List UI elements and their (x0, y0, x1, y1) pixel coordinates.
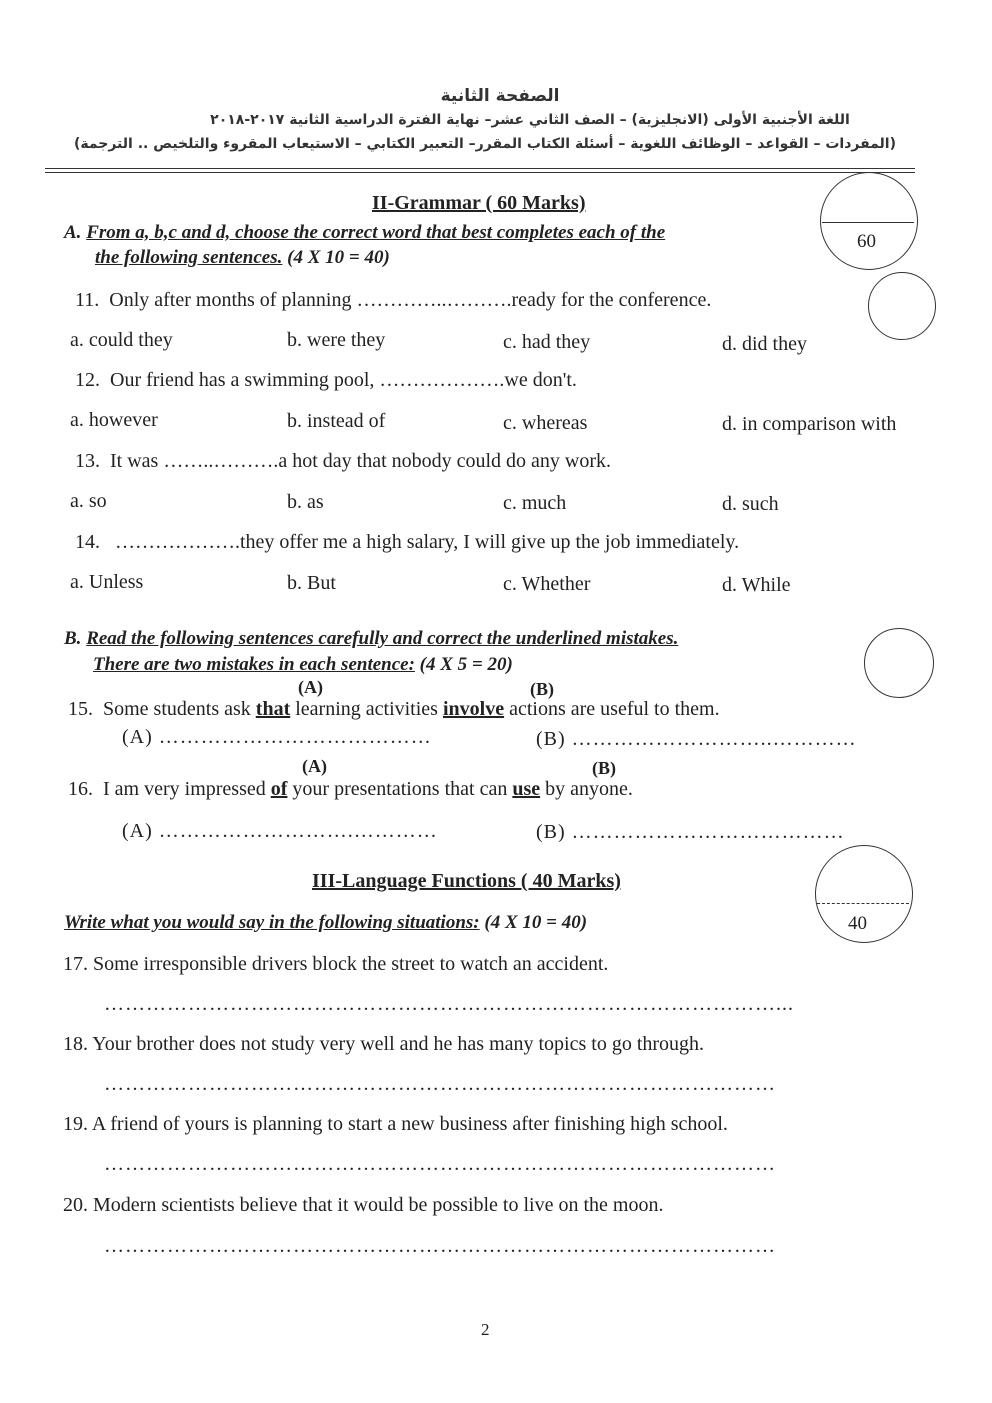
question-text: It was ……..……….a hot day that nobody could do any work. (110, 450, 612, 472)
q16-answer-b[interactable]: (B) ………………………………… (536, 821, 845, 843)
underlined-mistake-a: of (270, 778, 288, 800)
functions-instruction-text: Write what you would say in the following situations: (64, 912, 480, 933)
question-13 (75, 450, 611, 473)
q12-option-b[interactable]: b. instead of (287, 410, 386, 432)
page-title-arabic: الصفحة الثانية (440, 86, 560, 106)
q14-option-a[interactable]: a. Unless (70, 571, 144, 593)
q16-label-b: (B) (592, 758, 616, 778)
grammar-section-title: II-Grammar ( 60 Marks) (372, 192, 586, 214)
q11-option-b[interactable]: b. were they (287, 329, 386, 351)
q15-label-b: (B) (530, 679, 554, 699)
partB-marks: (4 X 5 = 20) (419, 654, 513, 675)
sentence-part: by anyone. (540, 778, 633, 800)
functions-instruction (64, 912, 587, 934)
sentence-part: your presentations that can (287, 778, 513, 800)
q12-option-d[interactable]: d. in comparison with (722, 413, 897, 435)
sentence-part: actions are useful to them. (504, 698, 720, 720)
topics-line: (المفردات – القواعد – الوظائف اللغوية – أسئلة الكتاب المقرر– التعبير الكتابي – الاستيعاب المقروء والتلخيص .. الترجمة) (73, 136, 896, 152)
partA-letter: A. (64, 222, 82, 243)
q16-label-a: (A) (302, 756, 327, 776)
question-15 (68, 698, 720, 721)
partB-instruction-cont (93, 654, 513, 676)
question-number: 12. (75, 369, 100, 391)
q15-answer-a[interactable]: (A) ………………………………… (122, 726, 432, 748)
question-number: 11. (75, 289, 100, 311)
functions-section-title: III-Language Functions ( 40 Marks) (312, 870, 621, 892)
header-divider-2 (45, 172, 915, 173)
question-text: A friend of yours is planning to start a new business after finishing high school. (91, 1113, 728, 1135)
question-17 (63, 953, 608, 976)
q19-answer-line[interactable]: …………………………………………………………………………………… (104, 1153, 776, 1175)
functions-marks: (4 X 10 = 40) (484, 912, 588, 933)
q12-option-a[interactable]: a. however (70, 409, 158, 431)
subject-line: اللغة الأجنبية الأولى (الانجليزية) – الصف الثاني عشر– نهاية الفترة الدراسية الثانية ٢٠١٧-٢٠١٨ (210, 112, 850, 128)
partA-instruction (64, 222, 665, 244)
question-12 (75, 369, 577, 392)
q16-answer-a[interactable]: (A) ……………………….………… (122, 820, 438, 842)
question-number: 19. (63, 1113, 88, 1135)
partA-instruction-line1: From a, b,c and d, choose the correct word that best completes each of the (86, 222, 666, 243)
grammar-score-circle (820, 172, 918, 270)
q15-label-a: (A) (298, 677, 323, 697)
underlined-mistake-a: that (255, 698, 291, 720)
page-number: 2 (481, 1320, 490, 1339)
question-text: Modern scientists believe that it would be possible to live on the moon. (93, 1194, 664, 1216)
header-divider (45, 168, 915, 169)
partA-instruction-cont (95, 247, 390, 269)
question-text: Some irresponsible drivers block the street to watch an accident. (93, 953, 609, 975)
partB-instruction (64, 628, 678, 650)
question-20 (63, 1194, 663, 1217)
question-18 (63, 1033, 704, 1056)
q13-option-c[interactable]: c. much (503, 492, 567, 514)
partA-marks: (4 X 10 = 40) (287, 247, 390, 268)
partB-score-circle (864, 628, 934, 698)
partB-instruction-line1: Read the following sentences carefully and correct the underlined mistakes. (86, 628, 679, 649)
q14-option-d[interactable]: d. While (722, 574, 791, 596)
q13-option-d[interactable]: d. such (722, 493, 779, 515)
q17-answer-line[interactable]: ……………………………………………………………………………………... (104, 993, 794, 1015)
underlined-mistake-b: use (512, 778, 541, 800)
q13-option-a[interactable]: a. so (70, 490, 107, 512)
sentence-part: I am very impressed (103, 778, 271, 800)
question-number: 14. (75, 531, 100, 553)
q11-option-d[interactable]: d. did they (722, 333, 807, 355)
question-text: Only after months of planning …………..……….ready for the conference. (109, 289, 712, 311)
q12-option-c[interactable]: c. whereas (503, 412, 588, 434)
q13-option-b[interactable]: b. as (287, 491, 324, 513)
question-11 (75, 289, 711, 312)
question-number: 18. (63, 1033, 88, 1055)
functions-score-line (817, 903, 909, 904)
q14-option-b[interactable]: b. But (287, 572, 336, 594)
grammar-score-line (822, 222, 914, 223)
question-16 (68, 778, 633, 801)
q18-answer-line[interactable]: …………………………………………………………………………………… (104, 1073, 776, 1095)
partA-instruction-line2: the following sentences. (95, 247, 283, 268)
underlined-mistake-b: involve (442, 698, 505, 720)
question-14 (75, 531, 739, 554)
question-text: ……………….they offer me a high salary, I will give up the job immediately. (115, 531, 740, 553)
partB-letter: B. (64, 628, 82, 649)
partB-instruction-line2: There are two mistakes in each sentence: (93, 654, 415, 675)
question-text: Our friend has a swimming pool, ……………….we don't. (110, 369, 577, 391)
q14-option-c[interactable]: c. Whether (503, 573, 591, 595)
q15-answer-b[interactable]: (B) ………………………..………… (536, 728, 857, 750)
q20-answer-line[interactable]: …………………………………………………………………………………… (104, 1235, 776, 1257)
sentence-part: Some students ask (103, 698, 256, 720)
question-19 (63, 1113, 728, 1136)
question-number: 17. (63, 953, 88, 975)
question-number: 13. (75, 450, 100, 472)
functions-score-value: 40 (848, 913, 867, 934)
q11-option-c[interactable]: c. had they (503, 331, 591, 353)
sentence-part: learning activities (290, 698, 443, 720)
q11-option-a[interactable]: a. could they (70, 329, 173, 351)
question-number: 16. (68, 778, 93, 800)
question-text: Your brother does not study very well and he has many topics to go through. (92, 1033, 705, 1055)
question-number: 15. (68, 698, 93, 720)
grammar-score-value: 60 (857, 231, 876, 252)
partA-score-circle (868, 272, 936, 340)
question-number: 20. (63, 1194, 88, 1216)
